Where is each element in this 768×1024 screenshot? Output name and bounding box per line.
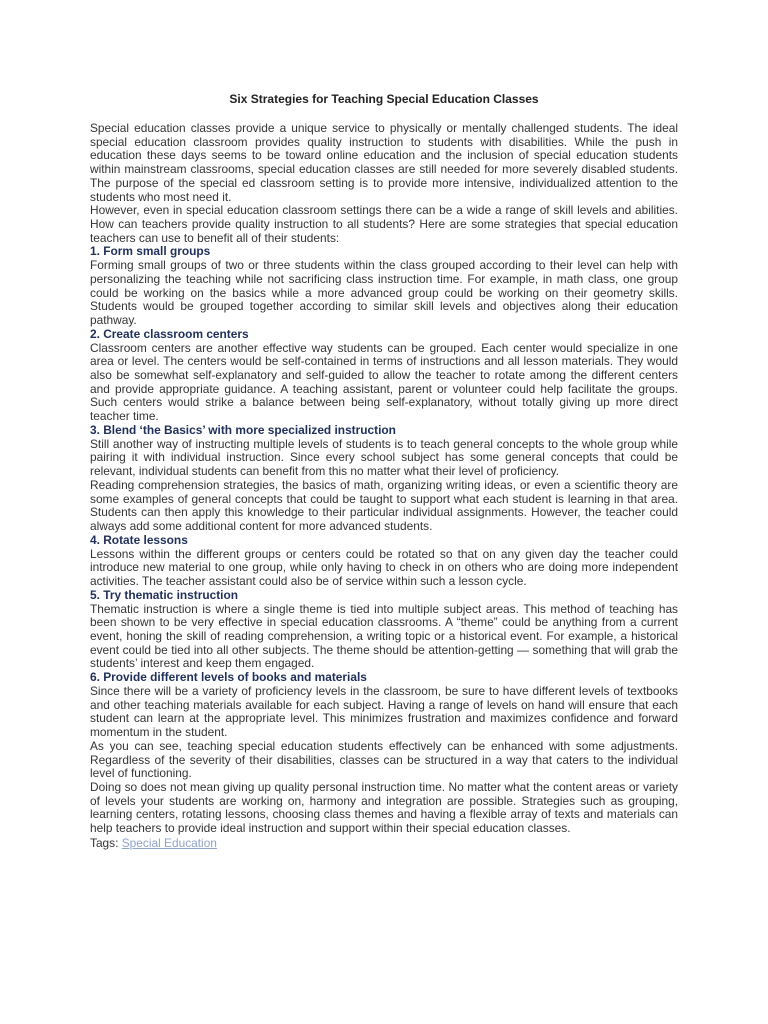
body-paragraph: However, even in special education classroom settings there can be a wide a range of skill levels and abilities. How can teachers provide quality instruction to all students? Here are some strategies that special education teachers can use to benefit all of their students: <box>90 203 678 245</box>
document-body <box>90 122 678 836</box>
section-heading: 4. Rotate lessons <box>90 532 188 547</box>
tags-label: Tags: <box>90 835 119 850</box>
body-paragraph: Doing so does not mean giving up quality personal instruction time. No matter what the content areas or variety of levels your students are working on, harmony and integration are possible. Strategies such as grouping, learning centers, rotating lessons, choosing class themes and having a flexible array of texts and materials can help teachers to provide ideal instruction and support within their special education classes. <box>90 779 678 836</box>
body-paragraph: Thematic instruction is where a single theme is tied into multiple subject areas. This method of teaching has been shown to be very effective in special education classrooms. A “theme” could be anything from a current event, honing the skill of reading comprehension, a writing topic or a historical event. For example, a historical event could be tied into all other subjects. The theme should be attention-getting — something that will grab the students’ interest and keep them engaged. <box>90 601 678 671</box>
document-page <box>90 92 678 850</box>
document-title: Six Strategies for Teaching Special Education Classes <box>229 92 539 106</box>
body-paragraph: Lessons within the different groups or centers could be rotated so that on any given day the teacher could introduce new material to one group, while only having to check in on others who are doing more independent activities. The teacher assistant could also be of service within such a lesson cycle. <box>90 546 678 589</box>
section-heading: 3. Blend ‘the Basics’ with more specialized instruction <box>90 422 396 437</box>
section-heading: 2. Create classroom centers <box>90 326 249 341</box>
tag-link-special-education[interactable]: Special Education <box>121 835 217 850</box>
section-heading: 5. Try thematic instruction <box>90 587 239 602</box>
body-paragraph: Classroom centers are another effective way students can be grouped. Each center would specialize in one area or level. The centers would be self-contained in terms of instructions and all lesson materials. They would also be somewhat self-explanatory and self-guided to allow the teacher to rotate among the different centers and provide appropriate guidance. A teaching assistant, parent or volunteer could help facilitate the groups. Such centers would strike a balance between being self-explanatory, without totally giving up more direct teacher time. <box>90 340 678 424</box>
section-heading: 6. Provide different levels of books and materials <box>90 670 367 685</box>
section-heading: 1. Form small groups <box>90 244 211 259</box>
body-paragraph: Special education classes provide a unique service to physically or mentally challenged students. The ideal special education classroom provides quality instruction to students with disabilities. While the push in education these days seems to be toward online education and the inclusion of special education students within mainstream classrooms, special education classes are still needed for more severely disabled students. The purpose of the special ed classroom setting is to provide more intensive, individualized attention to the students who most need it. <box>90 121 678 204</box>
tags-line <box>90 836 678 850</box>
body-paragraph: Reading comprehension strategies, the basics of math, organizing writing ideas, or even a scientific theory are some examples of general concepts that could be taught to support what each student is learning in that area. Students can then apply this knowledge to their particular individual assignments. However, the teacher could always add some additional content for more advanced students. <box>90 477 678 533</box>
body-paragraph: As you can see, teaching special education students effectively can be enhanced with some adjustments. Regardless of the severity of their disabilities, classes can be structured in a way that caters to the individual level of functioning. <box>90 738 678 781</box>
body-paragraph: Still another way of instructing multiple levels of students is to teach general concepts to the whole group while pairing it with individual instruction. Since every school subject has some general concepts that could be relevant, individual students can benefit from this no matter what their level of proficiency. <box>90 436 678 479</box>
body-paragraph: Since there will be a variety of proficiency levels in the classroom, be sure to have different levels of textbooks and other teaching materials available for each subject. Having a range of levels on hand will ensure that each student can learn at the appropriate level. This minimizes frustration and maximizes confidence and forward momentum in the student. <box>90 684 678 740</box>
body-paragraph: Forming small groups of two or three students within the class grouped according to their level can help with personalizing the teaching while not sacrificing class instruction time. For example, in math class, one group could be working on the basics while a more advanced group could be working on their geometry skills. Students would be grouped together according to similar skill levels and objectives along their education pathway. <box>90 258 678 328</box>
